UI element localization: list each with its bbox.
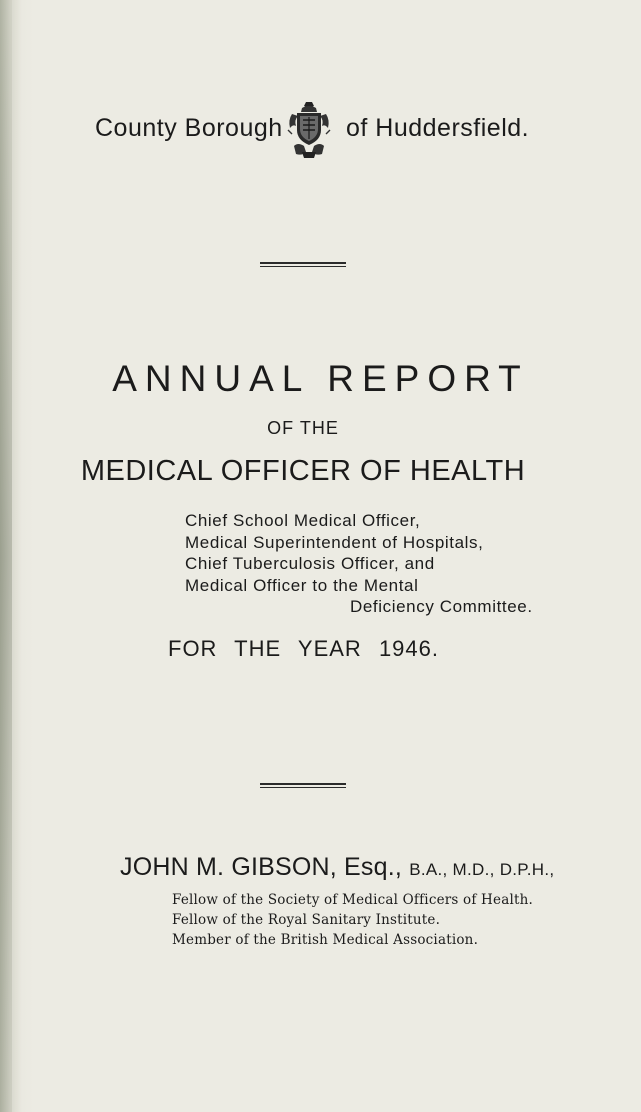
rule-line [260, 266, 346, 268]
fellowship-line: Fellow of the Society of Medical Officers of Health. [172, 892, 533, 908]
rule-line [260, 262, 346, 264]
report-of-the: OF THE [267, 418, 339, 438]
role-line: Medical Superintendent of Hospitals, [185, 532, 484, 552]
year-value: 1946. [378, 636, 439, 661]
fellowship-line: Member of the British Medical Association. [172, 932, 479, 948]
double-rule-top [260, 262, 346, 269]
author-qualifications: B.A., M.D., D.P.H., [409, 860, 555, 879]
header-left-text: County Borough [95, 114, 283, 142]
year-word: YEAR [297, 636, 362, 661]
role-line: Chief School Medical Officer, [185, 511, 421, 530]
role-line: Medical Officer to the Mental [185, 575, 419, 595]
year-word: THE [234, 636, 282, 661]
fellowship-line: Fellow of the Royal Sanitary Institute. [172, 912, 441, 928]
header-right-text: of Huddersfield. [346, 114, 530, 142]
role-line: Chief Tuberculosis Officer, and [185, 554, 435, 573]
report-year [168, 636, 449, 662]
officer-roles [185, 510, 545, 618]
author-name: JOHN M. GIBSON, Esq., [120, 853, 403, 881]
author-name-line [120, 853, 554, 882]
year-word: FOR [168, 636, 218, 661]
header [0, 100, 641, 170]
author-fellowships [172, 890, 533, 950]
role-line: Deficiency Committee. [350, 597, 533, 616]
coat-of-arms-icon [284, 100, 334, 160]
rule-line [260, 787, 346, 789]
double-rule-bottom [260, 783, 346, 790]
rule-line [260, 783, 346, 785]
report-subtitle: MEDICAL OFFICER OF HEALTH [80, 455, 526, 487]
report-title: ANNUAL REPORT [112, 358, 529, 399]
